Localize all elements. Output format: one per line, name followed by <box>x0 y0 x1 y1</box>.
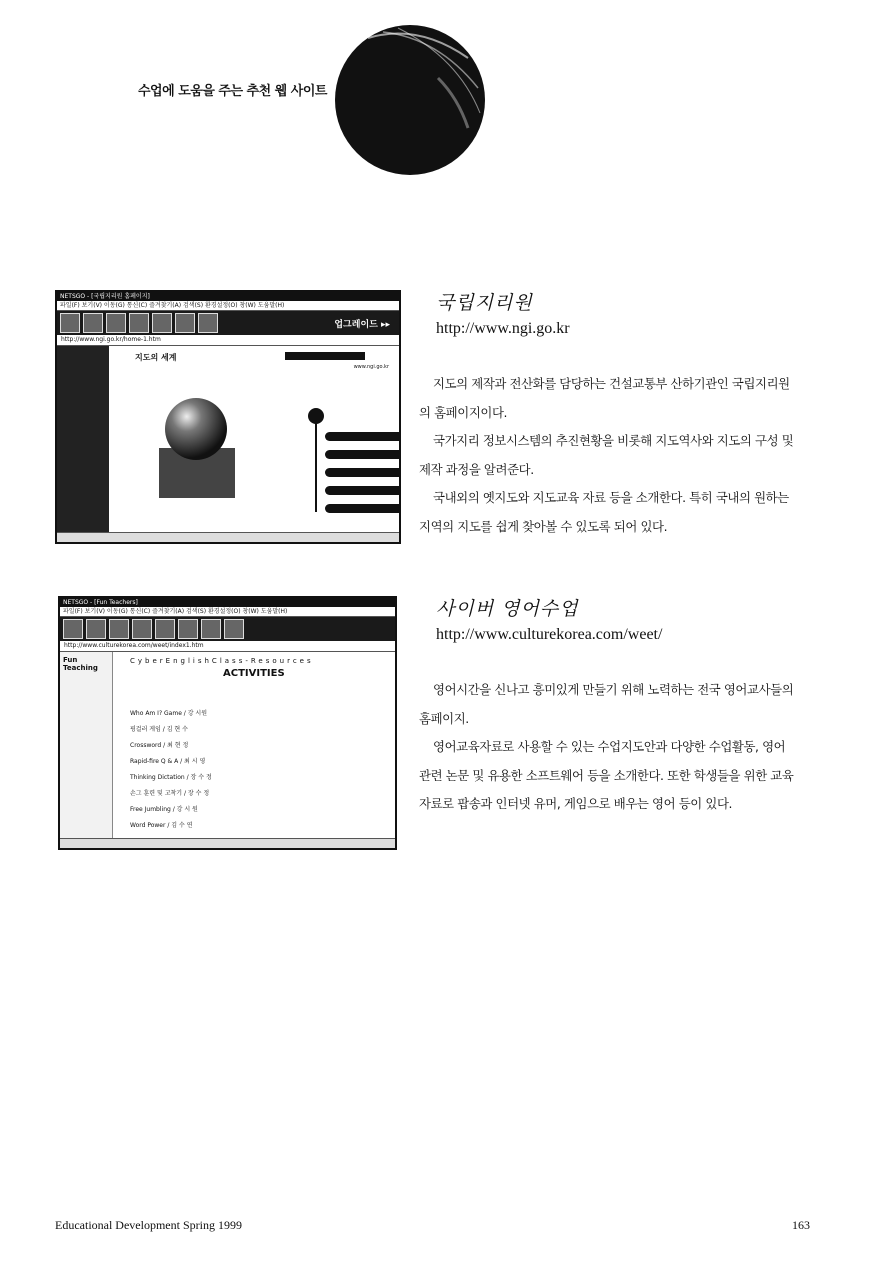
menu-bar-item <box>325 468 401 477</box>
site2-description <box>419 676 799 819</box>
page-number: 163 <box>792 1218 810 1232</box>
sidebar-label: Fun Teaching <box>63 656 98 672</box>
globe-image <box>165 398 227 460</box>
page-heading: 수업에 도움을 주는 추천 웹 사이트 <box>138 84 327 99</box>
activity-link[interactable]: Word Power / 김 수 연 <box>130 822 193 829</box>
site1-url: http://www.ngi.go.kr <box>436 320 570 337</box>
activity-link[interactable]: 손그 훈련 및 고착기 / 장 수 정 <box>130 790 210 797</box>
toolbar-icon <box>178 619 198 639</box>
toolbar-icon <box>198 313 218 333</box>
site2-url: http://www.culturekorea.com/weet/ <box>436 626 663 643</box>
footer-journal: Educational Development Spring 1999 <box>55 1218 242 1232</box>
window-title: NETSGO - [국립지리원 홈페이지] <box>57 292 399 301</box>
site-url-label: www.ngi.go.kr <box>353 364 389 370</box>
site1-paragraph: 국가지리 정보시스템의 추진현황을 비롯해 지도역사와 지도의 구성 및 제작 과정을 알려준다. <box>419 433 794 477</box>
toolbar-icon <box>63 619 83 639</box>
upgrade-label: 업그레이드 ▸▸ <box>334 319 390 330</box>
site-content <box>115 348 391 532</box>
site2-name: 사이버 영어수업 <box>436 598 579 620</box>
site2-paragraph: 영어시간을 신나고 흥미있게 만들기 위해 노력하는 전국 영어교사들의 홈페이지. <box>419 682 794 726</box>
site-page-title: 지도의 세계 <box>135 353 177 362</box>
toolbar-icon <box>83 313 103 333</box>
menu-connector <box>315 422 317 512</box>
site-sidebar <box>57 346 109 542</box>
site-page-heading: CyberEnglishClass-Resources <box>130 657 314 665</box>
site-banner <box>285 352 365 360</box>
browser-toolbar <box>60 617 395 641</box>
activity-link[interactable]: Crossword / 최 현 정 <box>130 742 189 749</box>
address-bar: http://www.culturekorea.com/weet/index1.htm <box>60 641 395 652</box>
toolbar-icon <box>201 619 221 639</box>
screenshot-ngi-browser <box>55 290 401 544</box>
site-content <box>118 654 387 838</box>
toolbar-icon <box>129 313 149 333</box>
toolbar-icon <box>60 313 80 333</box>
browser-toolbar <box>57 311 399 335</box>
toolbar-icon <box>175 313 195 333</box>
site1-description <box>419 370 799 541</box>
menu-bar: 파일(F) 보기(V) 이동(G) 통신(C) 즐겨찾기(A) 검색(S) 환경설정(O) 창(W) 도움말(H) <box>57 301 399 311</box>
site1-paragraph: 국내외의 옛지도와 지도교육 자료 등을 소개한다. 특히 국내의 원하는 지역의 지도를 쉽게 찾아볼 수 있도록 되어 있다. <box>419 490 789 534</box>
toolbar-icon <box>106 313 126 333</box>
screenshot-fun-teachers-browser <box>58 596 397 850</box>
toolbar-icon <box>132 619 152 639</box>
menu-bar: 파일(F) 보기(V) 이동(G) 통신(C) 즐겨찾기(A) 검색(S) 환경설정(O) 창(W) 도움말(H) <box>60 607 395 617</box>
menu-bar-item <box>325 504 401 513</box>
site2-paragraph: 영어교육자료로 사용할 수 있는 수업지도안과 다양한 수업활동, 영어 관련 논문 및 유용한 소프트웨어 등을 소개한다. 또한 학생들을 위한 교육자료로 팝송과 인터넷 유머, 게임으로 배우는 영어 등이 있다. <box>419 739 794 811</box>
activity-link[interactable]: Who Am I? Game / 강 시원 <box>130 710 208 717</box>
toolbar-icon <box>155 619 175 639</box>
toolbar-icon <box>224 619 244 639</box>
menu-bar-item <box>325 486 401 495</box>
activity-link[interactable]: Free Jumbling / 강 시 원 <box>130 806 198 813</box>
toolbar-icon <box>109 619 129 639</box>
menu-bar-item <box>325 450 401 459</box>
taskbar <box>60 838 395 848</box>
site-sidebar <box>60 652 113 848</box>
site1-name: 국립지리원 <box>436 292 533 314</box>
activity-link[interactable]: 핑걸러 게임 / 김 현 수 <box>130 726 188 733</box>
decorative-sphere-graphic <box>328 18 488 178</box>
address-bar: http://www.ngi.go.kr/home-1.htm <box>57 335 399 346</box>
window-title: NETSGO - [Fun Teachers] <box>60 598 395 607</box>
toolbar-icon <box>152 313 172 333</box>
site1-paragraph: 지도의 제작과 전산화를 담당하는 건설교통부 산하기관인 국립지리원의 홈페이지이다. <box>419 376 790 420</box>
activity-link[interactable]: Thinking Dictation / 장 수 정 <box>130 774 212 781</box>
toolbar-icon <box>86 619 106 639</box>
menu-bar-item <box>325 432 401 441</box>
activities-logo: ACTIVITIES <box>223 668 285 679</box>
status-bar <box>57 532 399 542</box>
activity-link[interactable]: Rapid-fire Q & A / 최 시 영 <box>130 758 206 765</box>
